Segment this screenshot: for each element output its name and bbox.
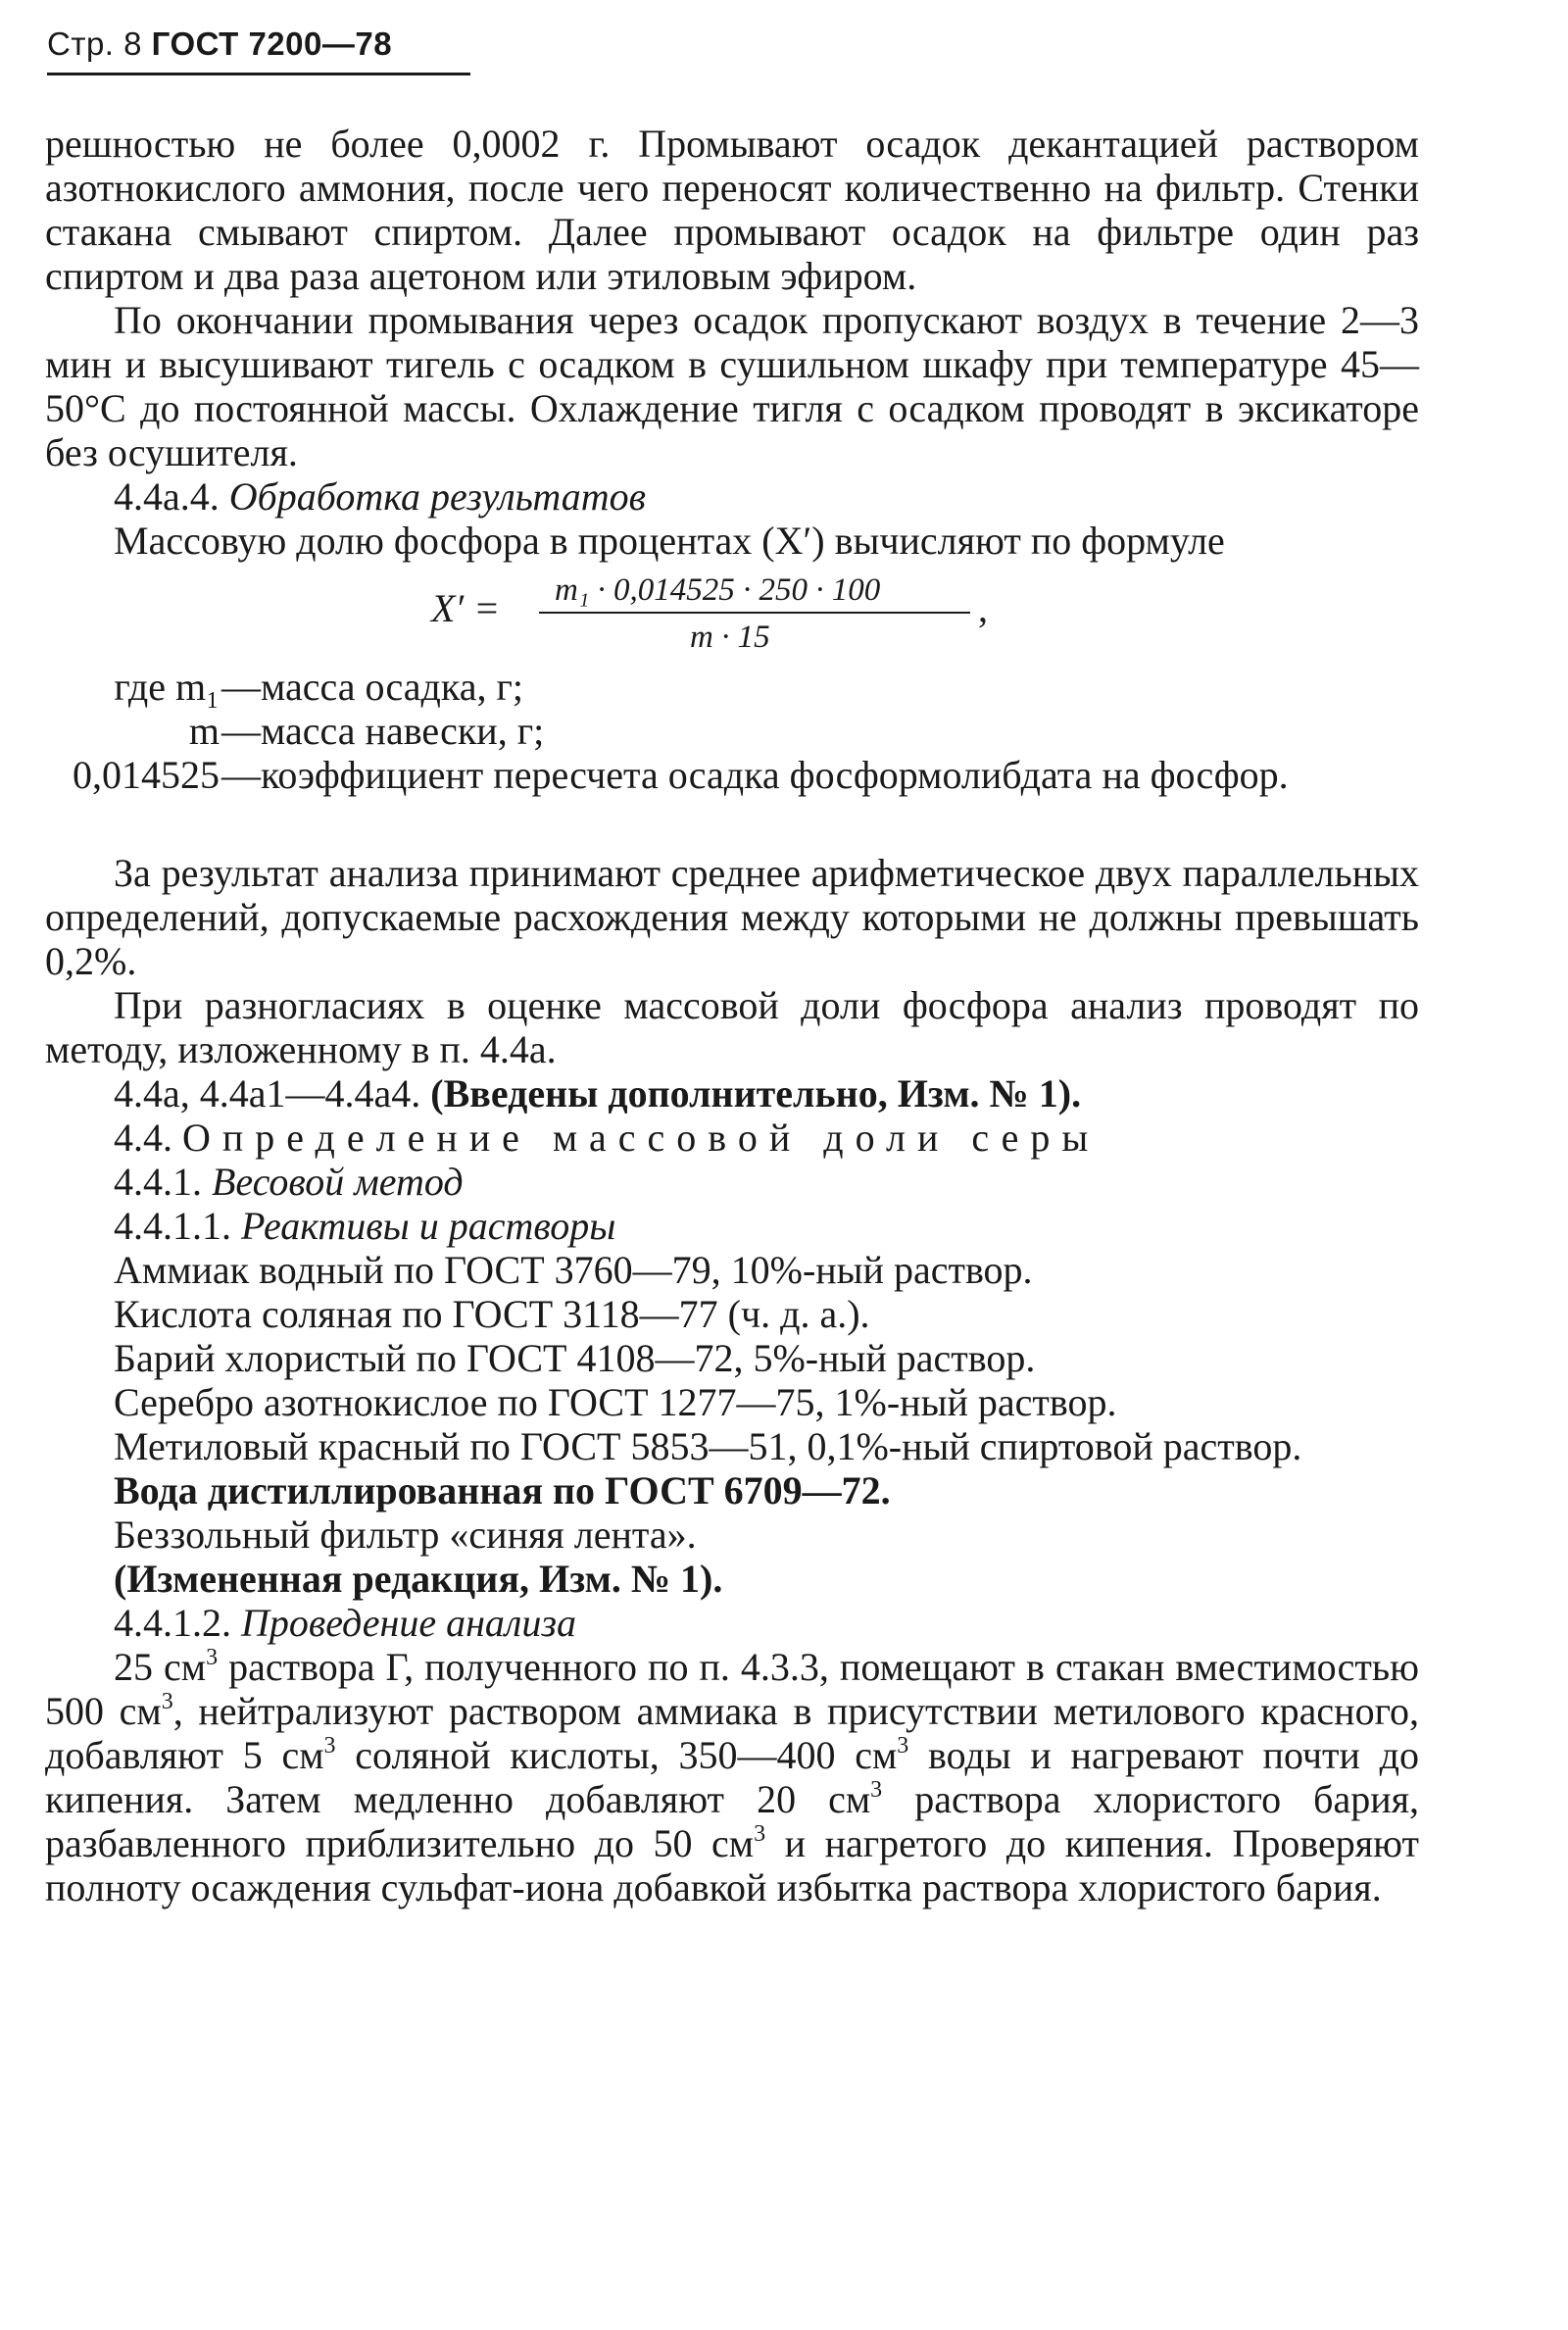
text-run: , нейтрализуют раствором аммиака в присутствии метилового красного, добавляют 5 см — [45, 1689, 1419, 1777]
document-body — [45, 122, 1419, 1909]
definition-text — [221, 753, 1419, 797]
formula — [45, 565, 1419, 663]
page-header — [47, 25, 392, 63]
amendment-text: (Введены дополнительно, Изм. № 1). — [430, 1071, 1082, 1115]
section-number: 4.4.1.1. — [114, 1204, 231, 1248]
definitions-list — [45, 665, 1419, 851]
amendment-sections: 4.4а, 4.4а1—4.4а4. — [114, 1071, 421, 1115]
superscript: 3 — [897, 1733, 909, 1759]
section-number: 4.4. — [114, 1115, 172, 1160]
section-heading-4-4 — [45, 1115, 1419, 1160]
paragraph-procedure — [45, 1645, 1419, 1909]
definition-symbol: 0,014525 — [73, 753, 220, 797]
definition-text — [221, 665, 1419, 709]
amendment-note — [45, 1071, 1419, 1115]
fraction-bar — [539, 612, 970, 614]
revision-note: (Измененная редакция, Изм. № 1). — [114, 1557, 723, 1601]
superscript: 3 — [870, 1777, 883, 1803]
section-title: Реактивы и растворы — [241, 1204, 616, 1248]
text-run: 25 см — [114, 1645, 207, 1689]
section-title: Определение массовой доли серы — [182, 1115, 1101, 1160]
definition-dash: — — [221, 665, 261, 709]
definition-dash: — — [221, 709, 261, 753]
reagent-hydrochloric-acid: Кислота соляная по ГОСТ 3118—77 (ч. д. а.). — [114, 1292, 870, 1336]
superscript: 3 — [206, 1645, 219, 1670]
text-run: соляной кислоты, 350—400 см — [335, 1733, 898, 1777]
page-number: Стр. 8 — [47, 25, 142, 62]
section-number: 4.4.1. — [114, 1160, 202, 1204]
definition-symbol: где m₁ — [114, 665, 220, 709]
header-rule — [47, 73, 470, 75]
section-number: 4.4а.4. — [114, 474, 220, 519]
reagent-filter: Беззольный фильтр «синяя лента». — [114, 1512, 697, 1557]
definition-body: масса осадка, г; — [261, 665, 523, 709]
paragraph-2: По окончании промывания через осадок пропускают воздух в течение 2—3 мин и высушивают тигель с осадком в сушильном шкафу при температуре 45—50°С до постоянной массы. Охлаждение тигля с осадком проводят в эксикаторе без осушителя. — [45, 298, 1419, 474]
text-run: воды и нагревают почти до кипения. Затем медленно добавляют 20 см — [45, 1733, 1419, 1821]
definition-body: коэффициент пересчета осадка фосформолибдата на фосфор. — [261, 753, 1289, 797]
section-heading-4-4a-4 — [45, 474, 1419, 519]
reagent-distilled-water: Вода дистиллированная по ГОСТ 6709—72. — [114, 1468, 891, 1512]
reagent-methyl-red: Метиловый красный по ГОСТ 5853—51, 0,1%-ный спиртовой раствор. — [114, 1424, 1302, 1468]
section-title: Весовой метод — [212, 1160, 464, 1204]
section-number: 4.4.1.2. — [114, 1601, 231, 1645]
reagent-ammonia: Аммиак водный по ГОСТ 3760—79, 10%-ный раствор. — [114, 1248, 1033, 1292]
section-title: Обработка результатов — [228, 474, 646, 519]
paragraph-disagreement: При разногласиях в оценке массовой доли фосфора анализ проводят по методу, изложенному в п. 4.4а. — [45, 983, 1419, 1071]
paragraph-formula-intro: Массовую долю фосфора в процентах (X′) вычисляют по формуле — [114, 519, 1225, 563]
definition-dash: — — [221, 753, 261, 797]
section-heading-4-4-1-1 — [45, 1204, 1419, 1248]
definition-text — [221, 709, 1419, 753]
paragraph-1: решностью не более 0,0002 г. Промывают осадок декантацией раствором азотнокислого аммония, после чего переносят количественно на фильтр. Стенки стакана смывают спиртом. Далее промывают осадок на фильтре один раз спиртом и два раза ацетоном или этиловым эфиром. — [45, 122, 1419, 298]
formula-lhs: X′ = — [431, 586, 501, 630]
formula-comma: , — [978, 586, 988, 630]
definition-symbol: m — [188, 709, 220, 753]
definition-body: масса навески, г; — [261, 709, 545, 753]
standard-number: ГОСТ 7200—78 — [151, 25, 393, 62]
reagent-silver-nitrate: Серебро азотнокислое по ГОСТ 1277—75, 1%-ный раствор. — [114, 1380, 1117, 1424]
section-heading-4-4-1-2 — [45, 1601, 1419, 1645]
text-run: и нагретого до кипения. Проверяют полноту осаждения сульфат-иона добавкой избытка раствора хлористого бария. — [45, 1821, 1419, 1909]
reagent-barium-chloride: Барий хлористый по ГОСТ 4108—72, 5%-ный раствор. — [114, 1336, 1036, 1380]
section-title: Проведение анализа — [241, 1601, 576, 1645]
superscript: 3 — [754, 1821, 766, 1847]
formula-denominator: m · 15 — [690, 620, 770, 655]
text-run: раствора хлористого бария, разбавленного приблизительно до 50 см — [45, 1777, 1420, 1865]
section-heading-4-4-1 — [45, 1160, 1419, 1204]
paragraph-result: За результат анализа принимают среднее арифметическое двух параллельных определений, допускаемые расхождения между которыми не должны превышать 0,2%. — [45, 851, 1419, 983]
superscript: 3 — [323, 1733, 336, 1759]
formula-numerator: m₁ · 0,014525 · 250 · 100 — [555, 572, 881, 608]
text-run: раствора Г, полученного по п. 4.3.3, помещают в стакан вместимостью 500 см — [45, 1645, 1419, 1733]
superscript: 3 — [161, 1689, 173, 1714]
